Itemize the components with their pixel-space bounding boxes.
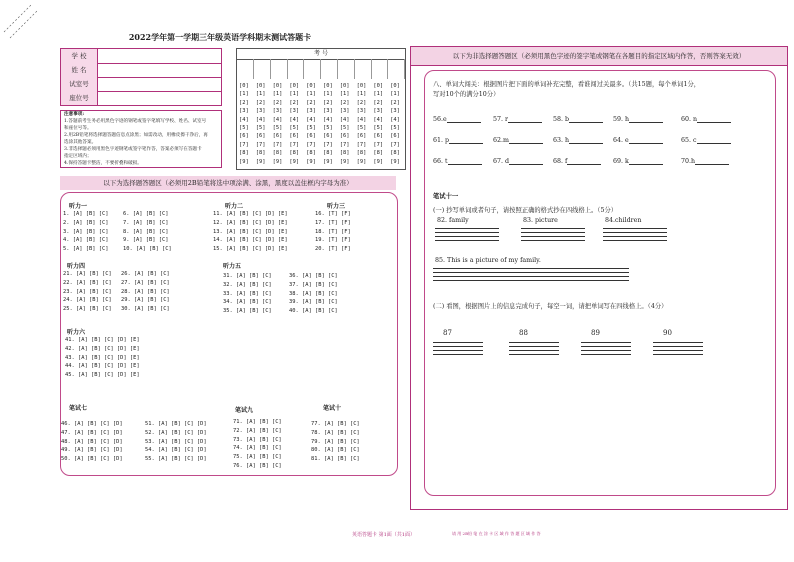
- info-row-seat[interactable]: [61, 91, 221, 105]
- choice-question[interactable]: 11. [A] [B] [C] [D] [E]: [213, 211, 288, 217]
- blank-line[interactable]: [449, 136, 483, 144]
- info-label: 试室号: [61, 77, 98, 91]
- info-label: 座位号: [61, 91, 98, 105]
- choice-question[interactable]: 19. [T] [F]: [315, 237, 351, 244]
- exam-digit-bubble[interactable]: [3]: [239, 108, 249, 115]
- section-listening-5: 听力五: [223, 263, 242, 270]
- label-89: 89: [591, 329, 600, 337]
- blank-line[interactable]: [629, 136, 663, 144]
- exam-digit-bubble[interactable]: [3]: [323, 108, 333, 115]
- notice-line: 1.答题前考生务必用黑色字迹的钢笔或签字笔填写学校、姓名、试室号: [64, 119, 207, 124]
- word-blank[interactable]: [681, 115, 731, 123]
- word-blank[interactable]: [613, 115, 663, 123]
- exam-digit-bubble[interactable]: [3]: [356, 108, 367, 115]
- notice-box: [60, 110, 222, 168]
- exam-digit-bubble[interactable]: [3]: [289, 108, 300, 115]
- choice-question[interactable]: 40. [A] [B] [C]: [289, 308, 338, 315]
- exam-digit-bubble[interactable]: [2]: [323, 99, 333, 106]
- choice-question[interactable]: 23. [A] [B] [C]: [63, 288, 112, 295]
- exam-digit-bubble[interactable]: [4]: [390, 116, 400, 123]
- four-line-87[interactable]: [433, 339, 483, 355]
- choice-question[interactable]: 22. [A] [B] [C]: [63, 279, 112, 286]
- word-prefix: 67. d: [493, 158, 510, 165]
- exam-digit-bubble[interactable]: [1]: [373, 91, 384, 98]
- footer-page-label: 英语答题卡 第1面（共1面）: [352, 532, 415, 538]
- exam-digit-bubble[interactable]: [5]: [356, 125, 367, 131]
- choice-question[interactable]: 9. [A] [B] [C]: [123, 237, 169, 244]
- choice-question[interactable]: 34. [A] [B] [C]: [223, 299, 272, 306]
- choice-question[interactable]: 50. [A] [B] [C] [D]: [61, 456, 123, 463]
- exam-digit-bubble[interactable]: [9]: [323, 158, 333, 165]
- choice-question[interactable]: 35. [A] [B] [C]: [223, 308, 272, 315]
- choice-question[interactable]: 74. [A] [B] [C]: [233, 445, 282, 452]
- four-line-88[interactable]: [509, 339, 559, 355]
- word-prefix: 68. f: [553, 158, 568, 165]
- exam-digit-bubble[interactable]: [6]: [306, 133, 316, 140]
- exam-digit-bubble[interactable]: [1]: [255, 91, 266, 98]
- exam-digit-bubble[interactable]: [0]: [356, 83, 367, 89]
- exam-number-box[interactable]: [287, 59, 304, 79]
- choice-question[interactable]: 71. [A] [B] [C]: [233, 419, 282, 425]
- exam-digit-bubble[interactable]: [4]: [239, 116, 249, 123]
- choice-question[interactable]: 48. [A] [B] [C] [D]: [61, 438, 123, 445]
- choice-question[interactable]: 47. [A] [B] [C] [D]: [61, 429, 123, 436]
- exam-digit-bubble[interactable]: [6]: [356, 133, 367, 140]
- choice-question[interactable]: 46. [A] [B] [C] [D]: [61, 421, 123, 427]
- info-label: 学 校: [61, 49, 98, 63]
- exam-digit-bubble[interactable]: [9]: [339, 158, 350, 165]
- exam-digit-bubble[interactable]: [2]: [306, 99, 316, 106]
- exam-digit-bubble[interactable]: [0]: [390, 83, 400, 89]
- choice-question[interactable]: 44. [A] [B] [C] [D] [E]: [65, 363, 140, 370]
- exam-digit-bubble[interactable]: [7]: [356, 141, 367, 148]
- exam-digit-bubble[interactable]: [5]: [373, 125, 384, 131]
- exam-digit-bubble[interactable]: [1]: [272, 91, 283, 98]
- choice-question[interactable]: 31. [A] [B] [C]: [223, 273, 272, 279]
- choice-question[interactable]: 4. [A] [B] [C]: [63, 237, 109, 244]
- exam-digit-bubble[interactable]: [6]: [272, 133, 283, 140]
- exam-digit-bubble[interactable]: [0]: [306, 83, 316, 89]
- exam-digit-bubble[interactable]: [5]: [239, 125, 249, 131]
- exam-digit-bubble[interactable]: [2]: [289, 99, 300, 106]
- exam-digit-bubble[interactable]: [1]: [239, 91, 249, 98]
- choice-area-header: 以下为选择题答题区（必须用2B铅笔将选中项涂满、涂黑，黑度以盖住框内字母为准）: [60, 176, 396, 190]
- answer-area-header: 以下为非选择题答题区（必须用黑色字迹的签字笔或钢笔在各题目的指定区域内作答，否则答案无效）: [410, 46, 788, 66]
- word-blank[interactable]: [681, 157, 729, 165]
- blank-line[interactable]: [448, 157, 482, 165]
- exam-digit-bubble[interactable]: [8]: [289, 150, 300, 157]
- choice-question[interactable]: 5. [A] [B] [C]: [63, 246, 109, 253]
- choice-question[interactable]: 24. [A] [B] [C]: [63, 297, 112, 304]
- exam-digit-bubble[interactable]: [3]: [306, 108, 316, 115]
- exam-digit-bubble[interactable]: [2]: [272, 99, 283, 106]
- exam-number-box[interactable]: [355, 59, 372, 79]
- choice-question[interactable]: 2. [A] [B] [C]: [63, 219, 109, 226]
- choice-question[interactable]: 30. [A] [B] [C]: [121, 306, 170, 313]
- word-prefix: 59. h: [613, 116, 630, 123]
- choice-question[interactable]: 8. [A] [B] [C]: [123, 228, 169, 235]
- word-prefix: 58. b: [553, 116, 570, 123]
- choice-question[interactable]: 1. [A] [B] [C]: [63, 211, 109, 217]
- exam-digit-bubble[interactable]: [8]: [390, 150, 400, 157]
- exam-digit-bubble[interactable]: [0]: [239, 83, 249, 89]
- word-blank[interactable]: [553, 157, 601, 165]
- section-writing-9: 笔试九: [235, 407, 254, 414]
- choice-question[interactable]: 80. [A] [B] [C]: [311, 447, 360, 454]
- four-line-90[interactable]: [653, 339, 703, 355]
- exam-digit-bubble[interactable]: [9]: [239, 158, 249, 165]
- choice-question[interactable]: 21. [A] [B] [C]: [63, 271, 112, 277]
- notice-heading: 注意事项:: [64, 112, 85, 117]
- exam-digit-bubble[interactable]: [8]: [373, 150, 384, 157]
- exam-number-box[interactable]: [338, 59, 355, 79]
- exam-digit-bubble[interactable]: [9]: [356, 158, 367, 165]
- choice-question[interactable]: 28. [A] [B] [C]: [121, 288, 170, 295]
- choice-question[interactable]: 29. [A] [B] [C]: [121, 297, 170, 304]
- exam-digit-bubble[interactable]: [2]: [239, 99, 249, 106]
- exam-digit-bubble[interactable]: [4]: [272, 116, 283, 123]
- exam-digit-bubble[interactable]: [6]: [390, 133, 400, 140]
- choice-question[interactable]: 81. [A] [B] [C]: [311, 456, 360, 463]
- exam-digit-bubble[interactable]: [6]: [255, 133, 266, 140]
- choice-question[interactable]: 32. [A] [B] [C]: [223, 281, 272, 288]
- word-blank[interactable]: [681, 136, 731, 144]
- exam-digit-bubble[interactable]: [7]: [289, 141, 300, 148]
- choice-question[interactable]: 45. [A] [B] [C] [D] [E]: [65, 372, 140, 379]
- choice-question[interactable]: 41. [A] [B] [C] [D] [E]: [65, 337, 140, 343]
- word-blank[interactable]: [493, 157, 543, 165]
- word-blank[interactable]: [493, 115, 542, 123]
- exam-digit-bubble[interactable]: [8]: [255, 150, 266, 157]
- part11-sub1: (一) 抄写单词或者句子，请按照正确的格式抄在四线格上。（5分）: [433, 207, 618, 214]
- exam-number-box[interactable]: [371, 59, 388, 79]
- choice-question[interactable]: 51. [A] [B] [C] [D]: [145, 421, 207, 427]
- exam-digit-bubble[interactable]: [0]: [339, 83, 350, 89]
- blank-line[interactable]: [629, 157, 663, 165]
- word-blank[interactable]: [493, 136, 543, 144]
- word-blank[interactable]: [613, 136, 663, 144]
- four-line-84[interactable]: [603, 225, 667, 241]
- exam-digit-bubble[interactable]: [7]: [306, 141, 316, 148]
- exam-digit-bubble[interactable]: [2]: [255, 99, 266, 106]
- part8-heading: 八、单词大闯关：根据图片把下面的单词补充完整，看谁闯过关最多。（共15题，每个单词1分，: [433, 81, 701, 88]
- info-row-room[interactable]: [61, 77, 221, 92]
- notice-line: 2.用2B铅笔将选择题答题信息点涂黑；如需改动，用橡皮擦干净后，再: [64, 133, 208, 138]
- exam-number-box[interactable]: [304, 59, 321, 79]
- choice-question[interactable]: 49. [A] [B] [C] [D]: [61, 447, 123, 454]
- notice-line: 3.非选择题必须用黑色字迹钢笔或签字笔作答，答案必须写在答题卡: [64, 147, 202, 152]
- word-blank[interactable]: [433, 157, 482, 165]
- exam-digit-bubble[interactable]: [4]: [306, 116, 316, 123]
- blank-line[interactable]: [629, 115, 663, 123]
- exam-digit-bubble[interactable]: [8]: [306, 150, 316, 157]
- label-90: 90: [663, 329, 672, 337]
- exam-digit-bubble[interactable]: [8]: [239, 150, 249, 157]
- word-blank[interactable]: [613, 157, 663, 165]
- exam-digit-bubble[interactable]: [2]: [356, 99, 367, 106]
- exam-digit-bubble[interactable]: [1]: [323, 91, 333, 98]
- exam-number-box[interactable]: [237, 59, 254, 79]
- word-prefix: 66. t: [433, 158, 448, 165]
- section-listening-4: 听力四: [67, 263, 86, 270]
- exam-digit-bubble[interactable]: [4]: [373, 116, 384, 123]
- exam-digit-bubble[interactable]: [4]: [289, 116, 300, 123]
- word-prefix: 61. p: [433, 137, 450, 144]
- exam-digit-bubble[interactable]: [7]: [239, 141, 249, 148]
- exam-digit-bubble[interactable]: [8]: [272, 150, 283, 157]
- choice-question[interactable]: 7. [A] [B] [C]: [123, 219, 169, 226]
- choice-question[interactable]: 18. [T] [F]: [315, 228, 351, 235]
- blank-line[interactable]: [569, 136, 603, 144]
- exam-digit-bubble[interactable]: [7]: [255, 141, 266, 148]
- exam-digit-bubble[interactable]: [9]: [306, 158, 316, 165]
- answer-area: [424, 70, 776, 496]
- word-blank[interactable]: [553, 115, 603, 123]
- choice-question[interactable]: 39. [A] [B] [C]: [289, 299, 338, 306]
- section-writing-7: 笔试七: [69, 405, 88, 412]
- choice-question[interactable]: 79. [A] [B] [C]: [311, 438, 360, 445]
- word-blank[interactable]: [553, 136, 603, 144]
- blank-line[interactable]: [697, 115, 731, 123]
- exam-digit-bubble[interactable]: [3]: [373, 108, 384, 115]
- word-prefix: 70.h: [681, 158, 696, 165]
- exam-number-box[interactable]: [388, 59, 405, 79]
- copy-word-82: 82. family: [437, 217, 469, 224]
- copy-word-84: 84.children: [605, 217, 642, 224]
- choice-question[interactable]: 37. [A] [B] [C]: [289, 281, 338, 288]
- choice-question[interactable]: 25. [A] [B] [C]: [63, 306, 112, 313]
- choice-question[interactable]: 26. [A] [B] [C]: [121, 271, 170, 277]
- four-line-83[interactable]: [521, 225, 585, 241]
- word-prefix: 56.e: [433, 116, 447, 123]
- exam-digit-bubble[interactable]: [5]: [306, 125, 316, 131]
- choice-question[interactable]: 17. [T] [F]: [315, 219, 351, 226]
- word-prefix: 62.m: [493, 137, 509, 144]
- exam-digit-bubble[interactable]: [9]: [373, 158, 384, 165]
- section-listening-6: 听力六: [67, 329, 86, 336]
- copy-sentence-85: 85. This is a picture of my family.: [435, 257, 541, 264]
- exam-digit-bubble[interactable]: [2]: [373, 99, 384, 106]
- exam-digit-bubble[interactable]: [5]: [323, 125, 333, 131]
- blank-line[interactable]: [509, 136, 543, 144]
- exam-digit-bubble[interactable]: [3]: [339, 108, 350, 115]
- copy-word-83: 83. picture: [523, 217, 558, 224]
- blank-line[interactable]: [569, 115, 603, 123]
- exam-digit-bubble[interactable]: [7]: [272, 141, 283, 148]
- choice-question[interactable]: 13. [A] [B] [C] [D] [E]: [213, 228, 288, 235]
- notice-line: 4.保持答题卡整洁，不要折叠和破损。: [64, 161, 142, 166]
- exam-number-grid: [236, 48, 406, 170]
- exam-digit-bubble[interactable]: [0]: [323, 83, 333, 89]
- exam-digit-bubble[interactable]: [4]: [339, 116, 350, 123]
- label-88: 88: [519, 329, 528, 337]
- exam-digit-bubble[interactable]: [0]: [255, 83, 266, 89]
- section-listening-1: 听力一: [69, 203, 88, 210]
- choice-question[interactable]: 6. [A] [B] [C]: [123, 211, 169, 217]
- exam-digit-bubble[interactable]: [5]: [339, 125, 350, 131]
- exam-digit-bubble[interactable]: [5]: [289, 125, 300, 131]
- choice-question[interactable]: 55. [A] [B] [C] [D]: [145, 456, 207, 463]
- footer-note: 请 用 2B铅 笔 在 涂 卡 区 域 作 答 题 区 域 作 答: [452, 531, 541, 536]
- student-info-table: [60, 48, 222, 106]
- word-prefix: 65. c: [681, 137, 697, 144]
- choice-question[interactable]: 53. [A] [B] [C] [D]: [145, 438, 207, 445]
- word-prefix: 60. n: [681, 116, 698, 123]
- word-prefix: 63. h: [553, 137, 570, 144]
- word-blank[interactable]: [433, 115, 481, 123]
- exam-digit-bubble[interactable]: [7]: [323, 141, 333, 148]
- exam-digit-bubble[interactable]: [1]: [306, 91, 316, 98]
- exam-digit-bubble[interactable]: [3]: [390, 108, 400, 115]
- notice-line: 和座位号等。: [64, 126, 92, 131]
- exam-digit-bubble[interactable]: [2]: [339, 99, 350, 106]
- blank-line[interactable]: [508, 115, 542, 123]
- blank-line[interactable]: [697, 136, 731, 144]
- four-line-85[interactable]: [433, 265, 629, 281]
- choice-question[interactable]: 73. [A] [B] [C]: [233, 436, 282, 443]
- choice-question[interactable]: 43. [A] [B] [C] [D] [E]: [65, 354, 140, 361]
- exam-digit-bubble[interactable]: [7]: [339, 141, 350, 148]
- label-87: 87: [443, 329, 452, 337]
- exam-digit-bubble[interactable]: [0]: [272, 83, 283, 89]
- exam-digit-bubble[interactable]: [6]: [339, 133, 350, 140]
- exam-digit-bubble[interactable]: [1]: [356, 91, 367, 98]
- word-blank[interactable]: [433, 136, 483, 144]
- choice-question[interactable]: 33. [A] [B] [C]: [223, 290, 272, 297]
- choice-question[interactable]: 38. [A] [B] [C]: [289, 290, 338, 297]
- part8-heading-2: 写对10个的满分10分）: [433, 91, 500, 98]
- blank-line[interactable]: [695, 157, 729, 165]
- section-listening-3: 听力三: [327, 203, 346, 210]
- word-prefix: 69. k: [613, 158, 629, 165]
- notice-line: 指定区域内；: [64, 154, 92, 159]
- info-row-school[interactable]: [61, 49, 221, 64]
- info-label: 姓 名: [61, 63, 98, 77]
- exam-digit-bubble[interactable]: [4]: [255, 116, 266, 123]
- exam-digit-bubble[interactable]: [9]: [390, 158, 400, 165]
- exam-number-box[interactable]: [321, 59, 338, 79]
- choice-area: [60, 192, 398, 476]
- choice-question[interactable]: 76. [A] [B] [C]: [233, 463, 282, 469]
- word-prefix: 64. e: [613, 137, 629, 144]
- exam-digit-bubble[interactable]: [8]: [339, 150, 350, 157]
- part11-sub2: (二) 看图，根据图片上的信息完成句子，每空一词，请把单词写在四线格上。（4分）: [433, 303, 668, 310]
- exam-number-label: 考 号: [237, 49, 405, 60]
- choice-question[interactable]: 15. [A] [B] [C] [D] [E]: [213, 246, 288, 253]
- exam-digit-bubble[interactable]: [1]: [289, 91, 300, 98]
- exam-digit-bubble[interactable]: [9]: [289, 158, 300, 165]
- blank-line[interactable]: [447, 115, 481, 123]
- choice-question[interactable]: 14. [A] [B] [C] [D] [E]: [213, 237, 288, 244]
- choice-question[interactable]: 36. [A] [B] [C]: [289, 273, 338, 279]
- exam-digit-bubble[interactable]: [7]: [373, 141, 384, 148]
- exam-digit-bubble[interactable]: [6]: [239, 133, 249, 140]
- blank-line[interactable]: [567, 157, 601, 165]
- choice-question[interactable]: 3. [A] [B] [C]: [63, 228, 109, 235]
- exam-digit-bubble[interactable]: [8]: [356, 150, 367, 157]
- choice-question[interactable]: 54. [A] [B] [C] [D]: [145, 447, 207, 454]
- exam-digit-bubble[interactable]: [6]: [373, 133, 384, 140]
- exam-digit-bubble[interactable]: [6]: [323, 133, 333, 140]
- exam-digit-bubble[interactable]: [5]: [255, 125, 266, 131]
- exam-digit-bubble[interactable]: [9]: [255, 158, 266, 165]
- choice-question[interactable]: 10. [A] [B] [C]: [123, 246, 172, 253]
- choice-question[interactable]: 27. [A] [B] [C]: [121, 279, 170, 286]
- exam-digit-bubble[interactable]: [1]: [390, 91, 400, 98]
- cut-mark: [2, 2, 42, 42]
- choice-question[interactable]: 42. [A] [B] [C] [D] [E]: [65, 345, 140, 352]
- word-prefix: 57. r: [493, 116, 509, 123]
- section-listening-2: 听力二: [225, 203, 244, 210]
- exam-digit-bubble[interactable]: [3]: [272, 108, 283, 115]
- section-writing-10: 笔试十: [323, 405, 342, 412]
- four-line-89[interactable]: [581, 339, 631, 355]
- exam-digit-bubble[interactable]: [0]: [289, 83, 300, 89]
- info-row-name[interactable]: [61, 63, 221, 78]
- exam-digit-bubble[interactable]: [1]: [339, 91, 350, 98]
- blank-line[interactable]: [509, 157, 543, 165]
- page-title: 2022学年第一学期三年级英语学科期末测试答题卡: [128, 32, 312, 42]
- choice-question[interactable]: 75. [A] [B] [C]: [233, 454, 282, 461]
- exam-digit-bubble[interactable]: [4]: [356, 116, 367, 123]
- exam-digit-bubble[interactable]: [0]: [373, 83, 384, 89]
- choice-question[interactable]: 78. [A] [B] [C]: [311, 429, 360, 436]
- exam-digit-bubble[interactable]: [2]: [390, 99, 400, 106]
- part11-heading: 笔试十一: [433, 193, 459, 200]
- exam-digit-bubble[interactable]: [3]: [255, 108, 266, 115]
- exam-digit-bubble[interactable]: [9]: [272, 158, 283, 165]
- exam-digit-bubble[interactable]: [8]: [323, 150, 333, 157]
- choice-question[interactable]: 72. [A] [B] [C]: [233, 427, 282, 434]
- four-line-82[interactable]: [435, 225, 499, 241]
- exam-number-box[interactable]: [271, 59, 288, 79]
- exam-digit-bubble[interactable]: [6]: [289, 133, 300, 140]
- choice-question[interactable]: 16. [T] [F]: [315, 211, 351, 217]
- exam-digit-bubble[interactable]: [4]: [323, 116, 333, 123]
- choice-question[interactable]: 20. [T] [F]: [315, 246, 351, 253]
- exam-digit-bubble[interactable]: [7]: [390, 141, 400, 148]
- choice-question[interactable]: 52. [A] [B] [C] [D]: [145, 429, 207, 436]
- exam-digit-bubble[interactable]: [5]: [272, 125, 283, 131]
- exam-digit-bubble[interactable]: [5]: [390, 125, 400, 131]
- choice-question[interactable]: 12. [A] [B] [C] [D] [E]: [213, 219, 288, 226]
- notice-line: 选涂其他答案。: [64, 140, 97, 145]
- exam-number-box[interactable]: [254, 59, 271, 79]
- choice-question[interactable]: 77. [A] [B] [C]: [311, 421, 360, 427]
